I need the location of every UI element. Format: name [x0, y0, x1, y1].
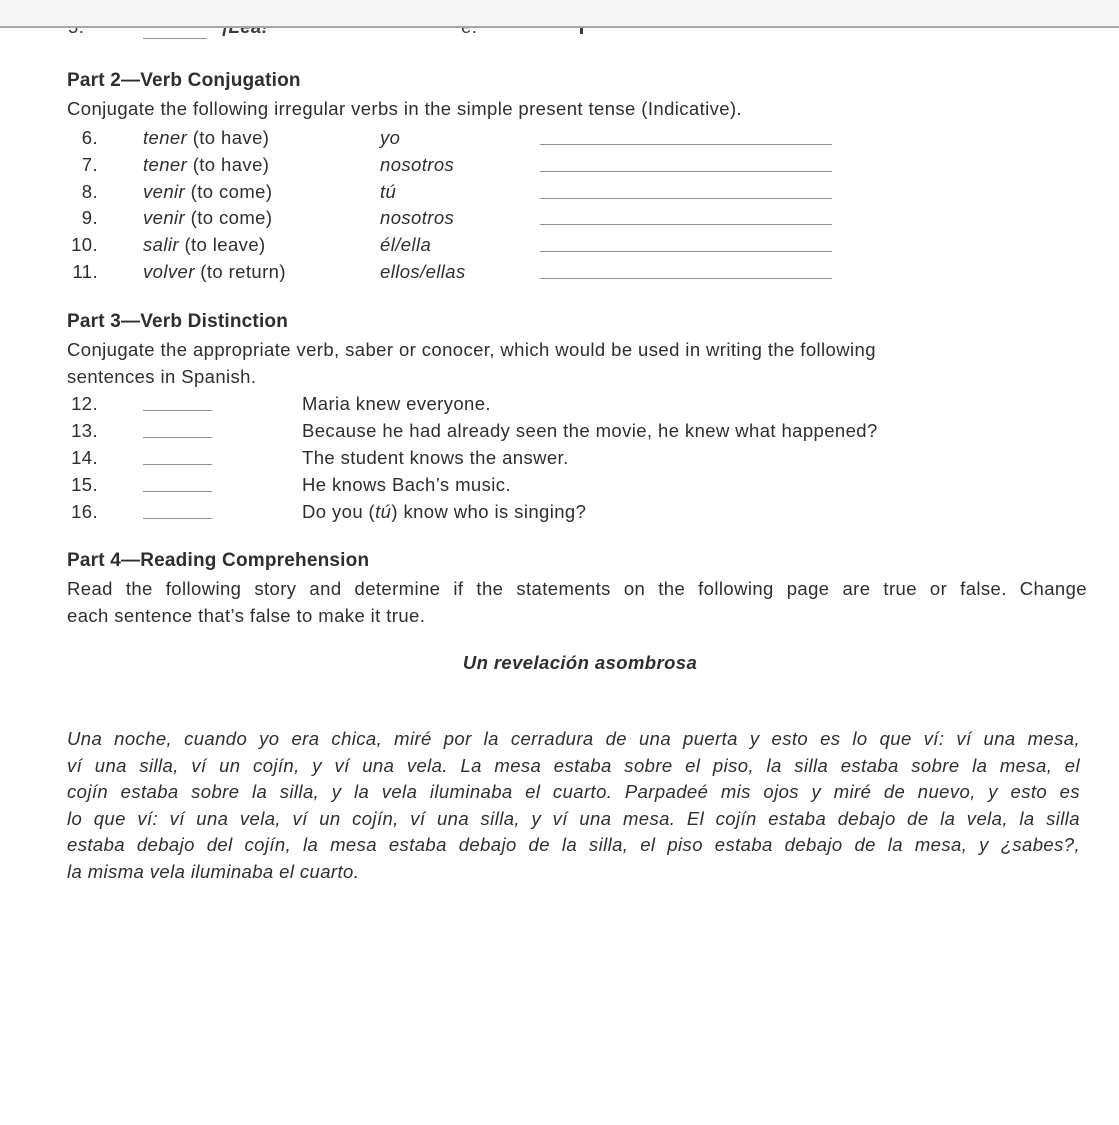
pronoun-label: ellos/ellas [380, 261, 466, 282]
part2-item-row [0, 181, 1119, 208]
part2-instruction: Conjugate the following irregular verbs in the simple present tense (Indicative). [67, 98, 743, 119]
verb-word: salir [143, 234, 179, 255]
answer-blank [540, 261, 832, 279]
part4-instruction-line1: Read the following story and determine if the statements on the following page are true or false. Change [67, 578, 1087, 599]
verb-label [143, 154, 269, 176]
answer-blank [540, 127, 832, 145]
sentence-text [302, 447, 569, 469]
sentence-italic-segment: tú [375, 501, 392, 522]
sentence-segment: Do you ( [302, 501, 376, 522]
part3-instruction-line1: Conjugate the appropriate verb, saber or conocer, which would be used in writing the following [67, 339, 876, 360]
part2-item-row [0, 127, 1119, 154]
item-number: 10. [71, 234, 98, 255]
answer-blank [143, 501, 212, 519]
verb-gloss: (to return) [194, 261, 286, 282]
remnant-cropped-mark [580, 27, 583, 34]
part2-item-row [0, 207, 1119, 234]
sentence-segment: Maria knew everyone. [302, 393, 491, 414]
story-line: cojín estaba sobre la silla, y la vela iluminaba el cuarto. Parpadeé mis ojos y miré de nuevo, y esto es [67, 781, 1080, 803]
verb-word: tener [143, 127, 188, 148]
pronoun-label: yo [380, 127, 401, 148]
item-number: 14. [71, 447, 98, 468]
answer-blank [143, 420, 212, 438]
verb-gloss: (to have) [187, 154, 270, 175]
part4-heading: Part 4—Reading Comprehension [67, 550, 370, 571]
story-title: Un revelación asombrosa [462, 652, 698, 673]
part3-heading: Part 3—Verb Distinction [67, 311, 289, 332]
part3-item-row [0, 393, 1119, 420]
story-line: lo que ví: ví una vela, ví un cojín, ví una silla, y ví una mesa. El cojín estaba debajo de la vela, la silla [67, 807, 1080, 829]
part3-item-row [0, 447, 1119, 474]
verb-word: volver [143, 261, 195, 282]
answer-blank [143, 447, 212, 465]
story-line-last: la misma vela iluminaba el cuarto. [67, 860, 360, 882]
item-number: 8. [81, 181, 98, 202]
verb-gloss: (to have) [187, 127, 270, 148]
part2-item-row [0, 261, 1119, 288]
answer-blank [540, 154, 832, 172]
pronoun-label: nosotros [380, 207, 455, 228]
answer-blank [540, 207, 832, 225]
verb-word: tener [143, 154, 188, 175]
story-line: Una noche, cuando yo era chica, miré por la cerradura de una puerta y esto es lo que ví: ví una mesa, [67, 728, 1080, 749]
part3-item-row [0, 420, 1119, 447]
item-number: 9. [81, 207, 98, 228]
verb-word: venir [143, 207, 186, 228]
verb-word: venir [143, 181, 186, 202]
story-line: ví una silla, ví un cojín, y ví una vela. La mesa estaba sobre el piso, la silla estaba sobre la mesa, el [67, 754, 1080, 776]
story-paragraph [67, 726, 1080, 886]
item-number: 7. [81, 154, 98, 175]
pronoun-label: él/ella [380, 234, 432, 255]
item-number: 11. [72, 261, 98, 282]
verb-label [143, 234, 266, 256]
item-number: 15. [71, 474, 98, 495]
sentence-segment: He knows Bach’s music. [302, 474, 511, 495]
answer-blank [540, 234, 832, 252]
part3-item-row [0, 474, 1119, 501]
pronoun-label: tú [380, 181, 397, 202]
sentence-segment: ) know who is singing? [391, 501, 587, 522]
viewer-top-edge [0, 0, 1119, 28]
story-line: estaba debajo del cojín, la mesa estaba debajo de la silla, el piso estaba debajo de la mesa, y ¿sabes?, [67, 834, 1080, 856]
part2-item-row [0, 234, 1119, 261]
verb-gloss: (to come) [185, 181, 273, 202]
item-number: 16. [71, 501, 98, 522]
answer-blank [143, 474, 212, 492]
item-number: 6. [81, 127, 98, 148]
item-number: 12. [71, 393, 98, 414]
verb-gloss: (to leave) [178, 234, 266, 255]
sentence-text [302, 420, 878, 442]
sentence-text [302, 501, 586, 523]
verb-label [143, 181, 272, 203]
answer-blank [143, 393, 212, 411]
pronoun-label: nosotros [380, 154, 455, 175]
sentence-segment: Because he had already seen the movie, he knew what happened? [302, 420, 878, 441]
answer-blank [540, 181, 832, 199]
sentence-text [302, 474, 511, 496]
part2-heading: Part 2—Verb Conjugation [67, 70, 301, 91]
verb-label [143, 261, 286, 283]
item-number: 13. [71, 420, 98, 441]
sentence-text [302, 393, 491, 415]
verb-gloss: (to come) [185, 207, 273, 228]
verb-label [143, 127, 269, 149]
part2-item-row [0, 154, 1119, 181]
verb-label [143, 207, 272, 229]
part3-item-row [0, 501, 1119, 528]
sentence-segment: The student knows the answer. [302, 447, 569, 468]
part4-instruction-line2: each sentence that’s false to make it true. [67, 605, 426, 626]
part3-instruction-line2: sentences in Spanish. [67, 366, 257, 387]
